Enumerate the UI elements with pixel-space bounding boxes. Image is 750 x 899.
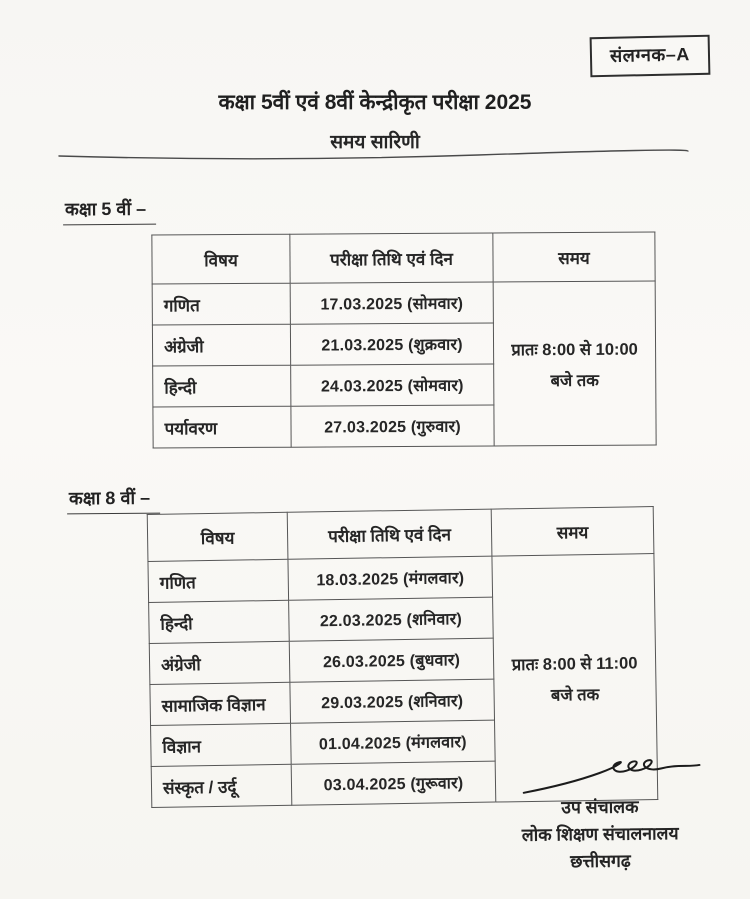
signatory-office: लोक शिक्षण संचालनालय [521, 823, 679, 845]
table-header-row [147, 507, 654, 562]
class8-heading: कक्षा 8 वीं – [67, 486, 160, 515]
attachment-label: संलग्नक–A [590, 35, 711, 77]
date-cell: 27.03.2025 (गुरुवार) [291, 405, 494, 447]
subject-cell: संस्कृत / उर्दू [151, 764, 292, 807]
date-cell: 26.03.2025 (बुधवार) [289, 638, 494, 682]
subject-column-header: विषय [152, 234, 290, 284]
time-range: प्रातः 8:00 से 11:00 [511, 653, 638, 674]
date-cell: 24.03.2025 (सोमवार) [291, 364, 494, 406]
header-rule-line [58, 148, 690, 164]
date-cell: 22.03.2025 (शनिवार) [289, 597, 494, 641]
signature-icon [521, 757, 701, 797]
class5-heading: कक्षा 5 वीं – [63, 197, 156, 226]
subject-cell: पर्यावरण [153, 406, 291, 448]
subject-cell: अंग्रेजी [152, 324, 290, 366]
date-cell: 03.04.2025 (गुरूवार) [291, 761, 496, 805]
class5-timetable [151, 231, 656, 448]
date-column-header: परीक्षा तिथि एवं दिन [290, 233, 493, 283]
time-suffix: बजे तक [550, 685, 600, 705]
subject-cell: हिन्दी [153, 365, 291, 407]
date-cell: 21.03.2025 (शुक्रवार) [290, 323, 493, 365]
table-header-row [152, 232, 655, 284]
subject-column-header: विषय [147, 512, 288, 561]
time-column-header: समय [491, 507, 654, 557]
date-cell: 18.03.2025 (मंगलवार) [288, 556, 493, 600]
document-subtitle: समय सारिणी [330, 132, 420, 153]
table-row [152, 281, 655, 325]
document-title: कक्षा 5वीं एवं 8वीं केन्द्रीकृत परीक्षा 2025 [218, 91, 532, 114]
time-range: प्रातः 8:00 से 10:00 [511, 340, 638, 359]
subject-cell: हिन्दी [149, 600, 290, 643]
subject-cell: सामाजिक विज्ञान [150, 682, 291, 725]
subject-cell: अंग्रेजी [149, 641, 290, 684]
date-column-header: परीक्षा तिथि एवं दिन [287, 509, 492, 559]
signatory-state: छत्तीसगढ़ [570, 850, 631, 872]
subject-cell: विज्ञान [151, 723, 292, 766]
date-cell: 01.04.2025 (मंगलवार) [291, 720, 496, 764]
subject-cell: गणित [148, 559, 289, 602]
time-column-header: समय [493, 232, 655, 282]
time-suffix: बजे तक [550, 371, 599, 390]
date-cell: 17.03.2025 (सोमवार) [290, 282, 493, 324]
table-row [148, 554, 655, 603]
date-cell: 29.03.2025 (शनिवार) [290, 679, 495, 723]
subject-cell: गणित [152, 283, 290, 325]
time-cell [493, 281, 656, 446]
signature-block [469, 757, 730, 877]
signatory-designation: उप संचालक [561, 796, 639, 818]
